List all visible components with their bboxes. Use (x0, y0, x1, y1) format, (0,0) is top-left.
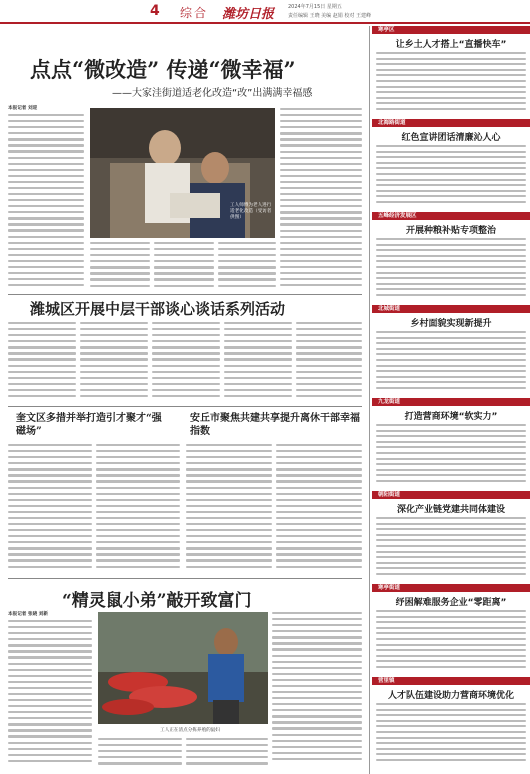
article-2-col-3 (152, 322, 220, 402)
brief-title: 纾困解难服务企业“零距离” (395, 598, 507, 608)
article-2-col-2 (80, 322, 148, 402)
headline-3: “精灵鼠小弟”敲开致富门 (62, 591, 252, 611)
headline-2: 潍城区开展中层干部谈心谈话系列活动 (30, 300, 286, 318)
article-3-col-3 (186, 738, 268, 770)
article-1-photo (90, 108, 275, 238)
brief-title: 红色宣讲团话清廉沁人心 (401, 133, 501, 143)
brief-tag: 朝阳街道 (378, 492, 401, 498)
newspaper-logo: 潍坊日报 (222, 7, 275, 22)
divider (8, 578, 362, 579)
brief-body (376, 52, 526, 114)
article-3-col-2 (98, 738, 182, 770)
brief-body (376, 703, 526, 765)
brief-tag: 北海路街道 (378, 120, 406, 126)
brief-tag: 五峰经济发展区 (378, 213, 417, 219)
byline-3: 本报记者 张晓 刘新 (8, 612, 48, 617)
brief-body (376, 331, 526, 393)
brief-tag: 北城街道 (378, 306, 401, 312)
headline-1: 点点“微改造” 传递“微幸福” (30, 57, 296, 82)
brief-tag-bar (372, 212, 530, 220)
main-column (0, 26, 368, 774)
brief-tag-bar (372, 584, 530, 592)
brief-tag: 九龙街道 (378, 399, 401, 405)
page-number: 4 (150, 3, 160, 19)
brief-tag: 营里镇 (378, 678, 395, 684)
brief-tag-bar (372, 491, 530, 499)
section-name: 综合 (180, 6, 209, 20)
photo-1-caption: 工人师傅为老人进行适老化改造（受访者供图） (230, 203, 272, 220)
article-3-col-r (272, 612, 362, 770)
brief-body (376, 517, 526, 579)
article-1-col-1 (8, 114, 84, 290)
brief-tag-bar (372, 119, 530, 127)
subarticle-left-col-1 (8, 444, 92, 572)
brief-title: 让乡土人才搭上“直播快车” (395, 40, 507, 50)
article-2-col-5 (296, 322, 362, 402)
subarticle-right-col-1 (186, 444, 272, 572)
article-1-col-3 (154, 242, 214, 290)
byline-1: 本报记者 刘迎 (8, 106, 38, 111)
brief-body (376, 424, 526, 486)
photo-3-caption: 工人正在清点分拣养殖的鼠妇 (160, 728, 220, 733)
divider (8, 406, 362, 407)
brief-tag-bar (372, 677, 530, 685)
article-3-photo (98, 612, 268, 724)
brief-body (376, 238, 526, 300)
brief-tag-bar (372, 305, 530, 313)
subheadline-1: ——大家洼街道适老化改造“改”出满满幸福感 (112, 88, 313, 99)
briefs-sidebar (372, 26, 530, 774)
article-1-col-2 (90, 242, 150, 290)
brief-title: 人才队伍建设助力营商环境优化 (387, 691, 514, 701)
subarticle-left-col-2 (96, 444, 180, 572)
column-divider (369, 26, 370, 774)
brief-tag: 寒亭街道 (378, 585, 401, 591)
subarticle-right-title: 安丘市聚焦共建共享提升离休干部幸福指数 (190, 413, 360, 437)
brief-title: 乡村面貌实现新提升 (410, 319, 492, 329)
brief-body (376, 145, 526, 207)
subarticle-right-col-2 (276, 444, 362, 572)
article-1-col-4 (218, 242, 276, 290)
article-2-col-1 (8, 322, 76, 402)
brief-title: 开展种粮补贴专项整治 (405, 226, 496, 236)
issue-date: 2024年7月15日 星期五 (288, 4, 342, 10)
editor-credits: 责任编辑 王晓 美编 赵娟 校对 王建峰 (288, 13, 371, 19)
article-1-col-r (280, 108, 362, 290)
brief-tag-bar (372, 398, 530, 406)
subarticle-left-title: 奎文区多措并举打造引才聚才“强磁场” (16, 413, 162, 437)
article-2-col-4 (224, 322, 292, 402)
page-header (0, 0, 530, 24)
brief-body (376, 610, 526, 672)
divider (8, 294, 362, 295)
brief-title: 打造营商环境“软实力” (404, 412, 498, 422)
brief-tag-bar (372, 26, 530, 34)
brief-tag: 寒亭区 (378, 27, 395, 33)
article-3-col-1 (8, 620, 92, 770)
brief-title: 深化产业链党建共同体建设 (396, 505, 505, 515)
